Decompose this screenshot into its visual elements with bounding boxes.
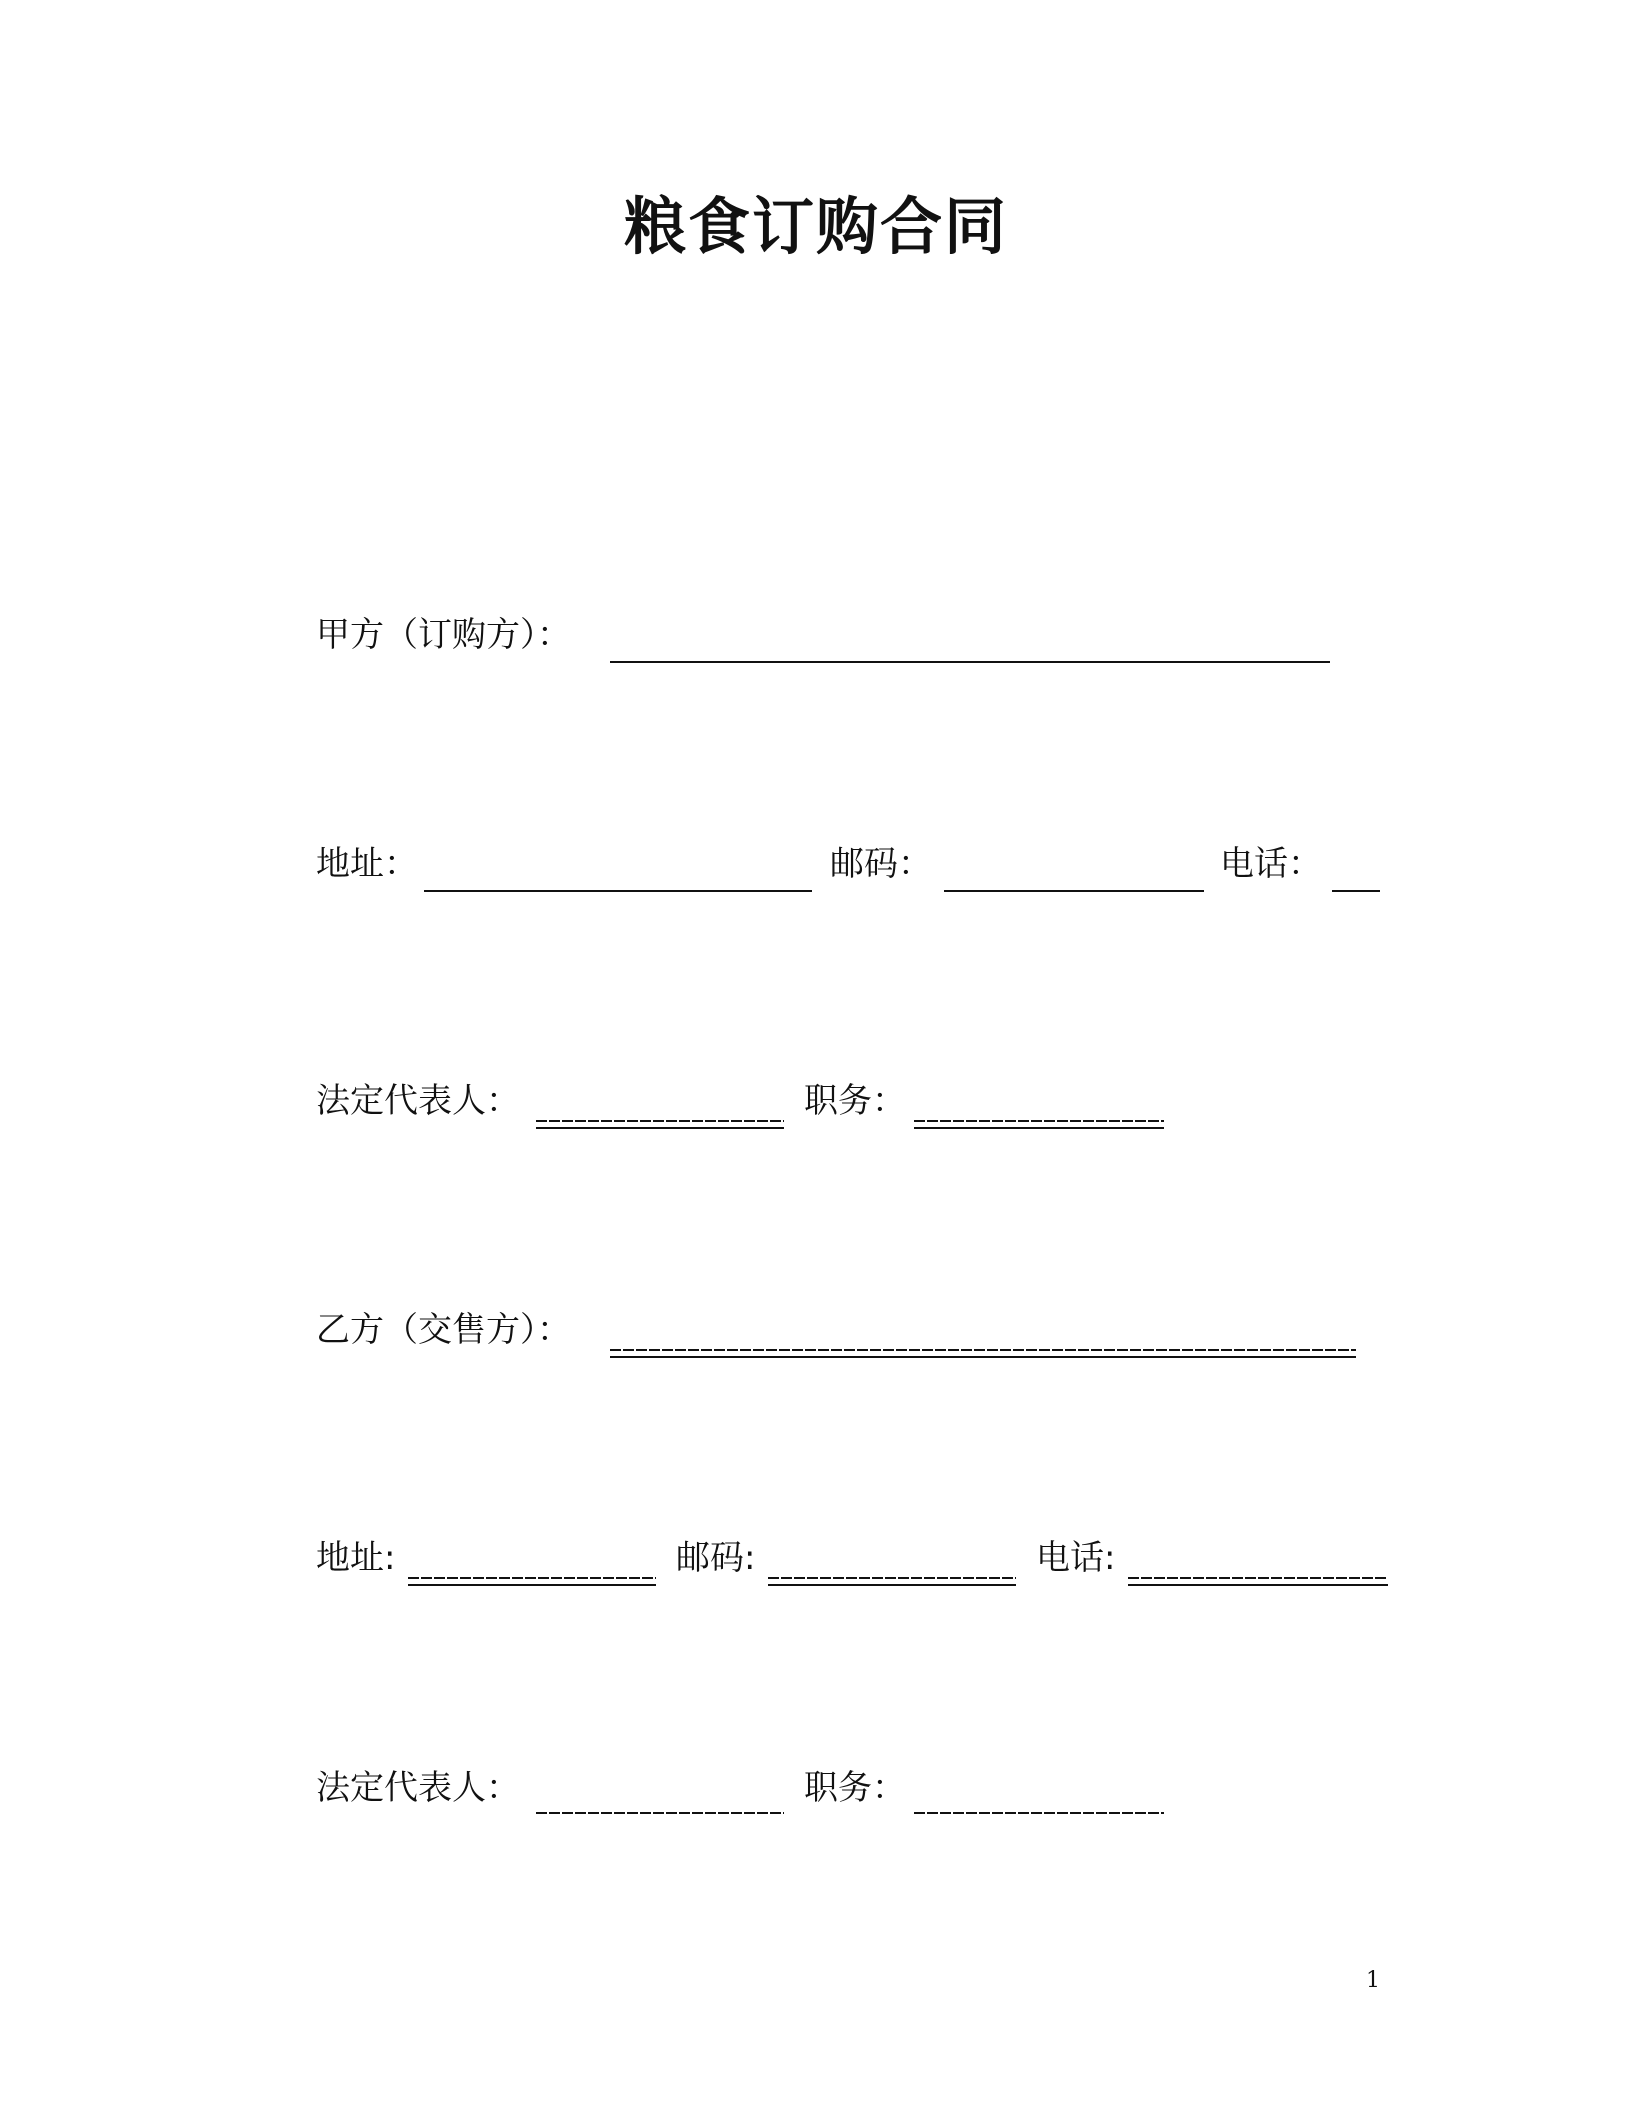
party-b-name-field[interactable] [610,1316,1356,1358]
party-a-name-label: 甲方（订购方）： [316,615,571,655]
party-a-position-label: 职务： [804,1081,906,1121]
party-b-position-label: 职务： [804,1768,906,1808]
party-a-rep-label: 法定代表人： [316,1081,520,1121]
party-a-address-field[interactable] [424,850,812,892]
party-b-address-field[interactable] [408,1544,656,1586]
party-b-position-field[interactable] [914,1774,1164,1814]
party-b-phone-field[interactable] [1128,1544,1388,1586]
party-a-rep-field[interactable] [536,1087,784,1129]
page-number: 1 [1366,1968,1380,1993]
party-b-postcode-label: 邮码: [676,1538,756,1578]
party-a-postcode-label: 邮码： [830,844,932,884]
party-a-name-field[interactable] [610,621,1330,663]
party-b-rep-field[interactable] [536,1774,784,1814]
party-b-name-label: 乙方（交售方）： [316,1310,571,1350]
party-a-phone-label: 电话： [1220,844,1322,884]
party-a-position-field[interactable] [914,1087,1164,1129]
party-a-phone-field[interactable] [1332,850,1380,892]
party-b-rep-label: 法定代表人： [316,1768,520,1808]
page-title: 粮食订购合同 [623,190,1008,263]
party-a-postcode-field[interactable] [944,850,1204,892]
party-b-phone-label: 电话: [1036,1538,1116,1578]
party-b-address-label: 地址: [316,1538,396,1578]
party-a-address-label: 地址： [316,844,418,884]
party-b-postcode-field[interactable] [768,1544,1016,1586]
